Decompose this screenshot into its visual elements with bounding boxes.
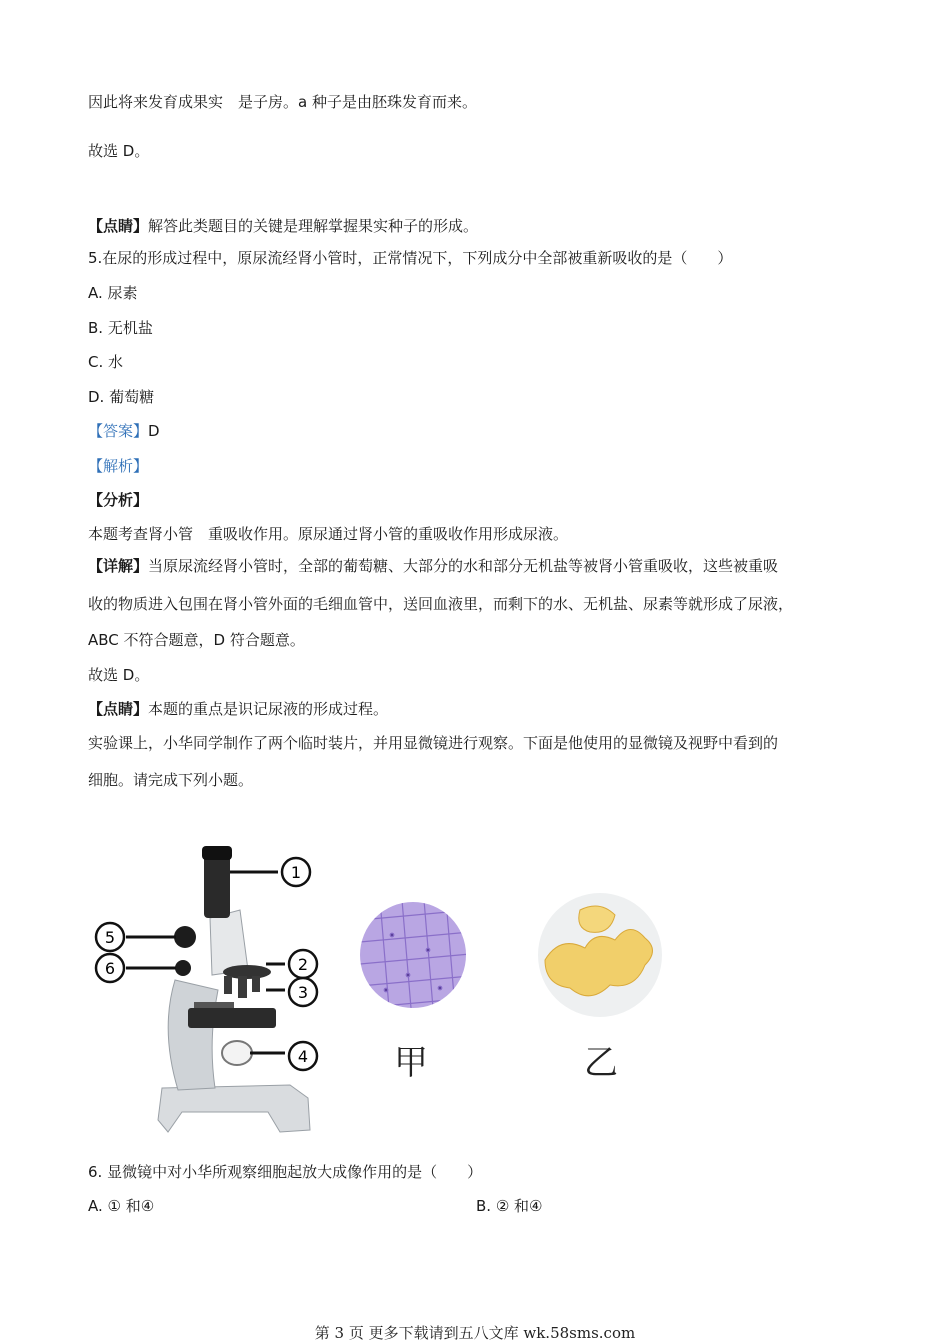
- fenxi-text: 本题考查肾小管 重吸收作用。原尿通过肾小管的重吸收作用形成尿液。: [88, 525, 569, 543]
- dianjing-tag: 【点睛】: [88, 217, 149, 235]
- dianjing2-paragraph: [88, 699, 388, 719]
- xiangjie-line-1: [88, 556, 778, 576]
- q6-option-b: B. ② 和④: [476, 1197, 543, 1215]
- option-c: C. 水: [88, 353, 124, 371]
- answer-tag: 【答案】: [88, 422, 149, 440]
- q6-option-a: A. ① 和④: [88, 1197, 155, 1215]
- dianjing-paragraph: [88, 216, 478, 236]
- question-5: 5.在尿的形成过程中，原尿流经肾小管时，正常情况下，下列成分中全部被重新吸收的是（ ）: [88, 249, 733, 267]
- option-d: D. 葡萄糖: [88, 388, 155, 406]
- svg-text:4: 4: [297, 1047, 309, 1066]
- svg-text:2: 2: [297, 955, 309, 974]
- xiangjie-tag: 【详解】: [88, 557, 149, 575]
- svg-text:3: 3: [297, 983, 309, 1002]
- jiexi-tag: 【解析】: [88, 457, 149, 475]
- question-6: 6. 显微镜中对小华所观察细胞起放大成像作用的是（ ）: [88, 1163, 483, 1181]
- label-yi: 乙: [584, 1043, 618, 1083]
- dianjing2-text: 本题的重点是识记尿液的形成过程。: [148, 700, 389, 718]
- text-line: 因此将来发育成果实 是子房。a 种子是由胚珠发育而来。: [88, 93, 477, 111]
- xiangjie-text: 当原尿流经肾小管时，全部的葡萄糖、大部分的水和部分无机盐等被肾小管重吸收，这些被重吸: [148, 557, 779, 575]
- xiangjie-line-2: 收的物质进入包围在肾小管外面的毛细血管中，送回血液里，而剩下的水、无机盐、尿素等就形成了尿液，: [88, 595, 794, 613]
- svg-text:5: 5: [104, 928, 116, 947]
- intro-line-2: 细胞。请完成下列小题。: [88, 771, 254, 789]
- intro-line-1: 实验课上，小华同学制作了两个临时装片，并用显微镜进行观察。下面是他使用的显微镜及视野中看到的: [88, 734, 779, 752]
- answer-line: [88, 421, 160, 441]
- dianjing2-tag: 【点睛】: [88, 700, 149, 718]
- fenxi-tag: 【分析】: [88, 491, 149, 509]
- option-a: A. 尿素: [88, 284, 138, 302]
- microscope-illustration: [90, 840, 690, 1140]
- text-line: 故选 D。: [88, 142, 150, 160]
- svg-text:1: 1: [290, 863, 302, 882]
- microscope-figure: [90, 840, 690, 1144]
- label-jia: 甲: [394, 1043, 428, 1083]
- dianjing-text: 解答此类题目的关键是理解掌握果实种子的形成。: [148, 217, 479, 235]
- xiangjie-line-3: ABC 不符合题意，D 符合题意。: [88, 631, 305, 649]
- svg-text:6: 6: [104, 959, 116, 978]
- answer-value: D: [148, 422, 160, 440]
- guxuan-line: 故选 D。: [88, 666, 150, 684]
- option-b: B. 无机盐: [88, 319, 153, 337]
- page-footer: 第 3 页 更多下载请到五八文库 wk.58sms.com: [314, 1324, 636, 1342]
